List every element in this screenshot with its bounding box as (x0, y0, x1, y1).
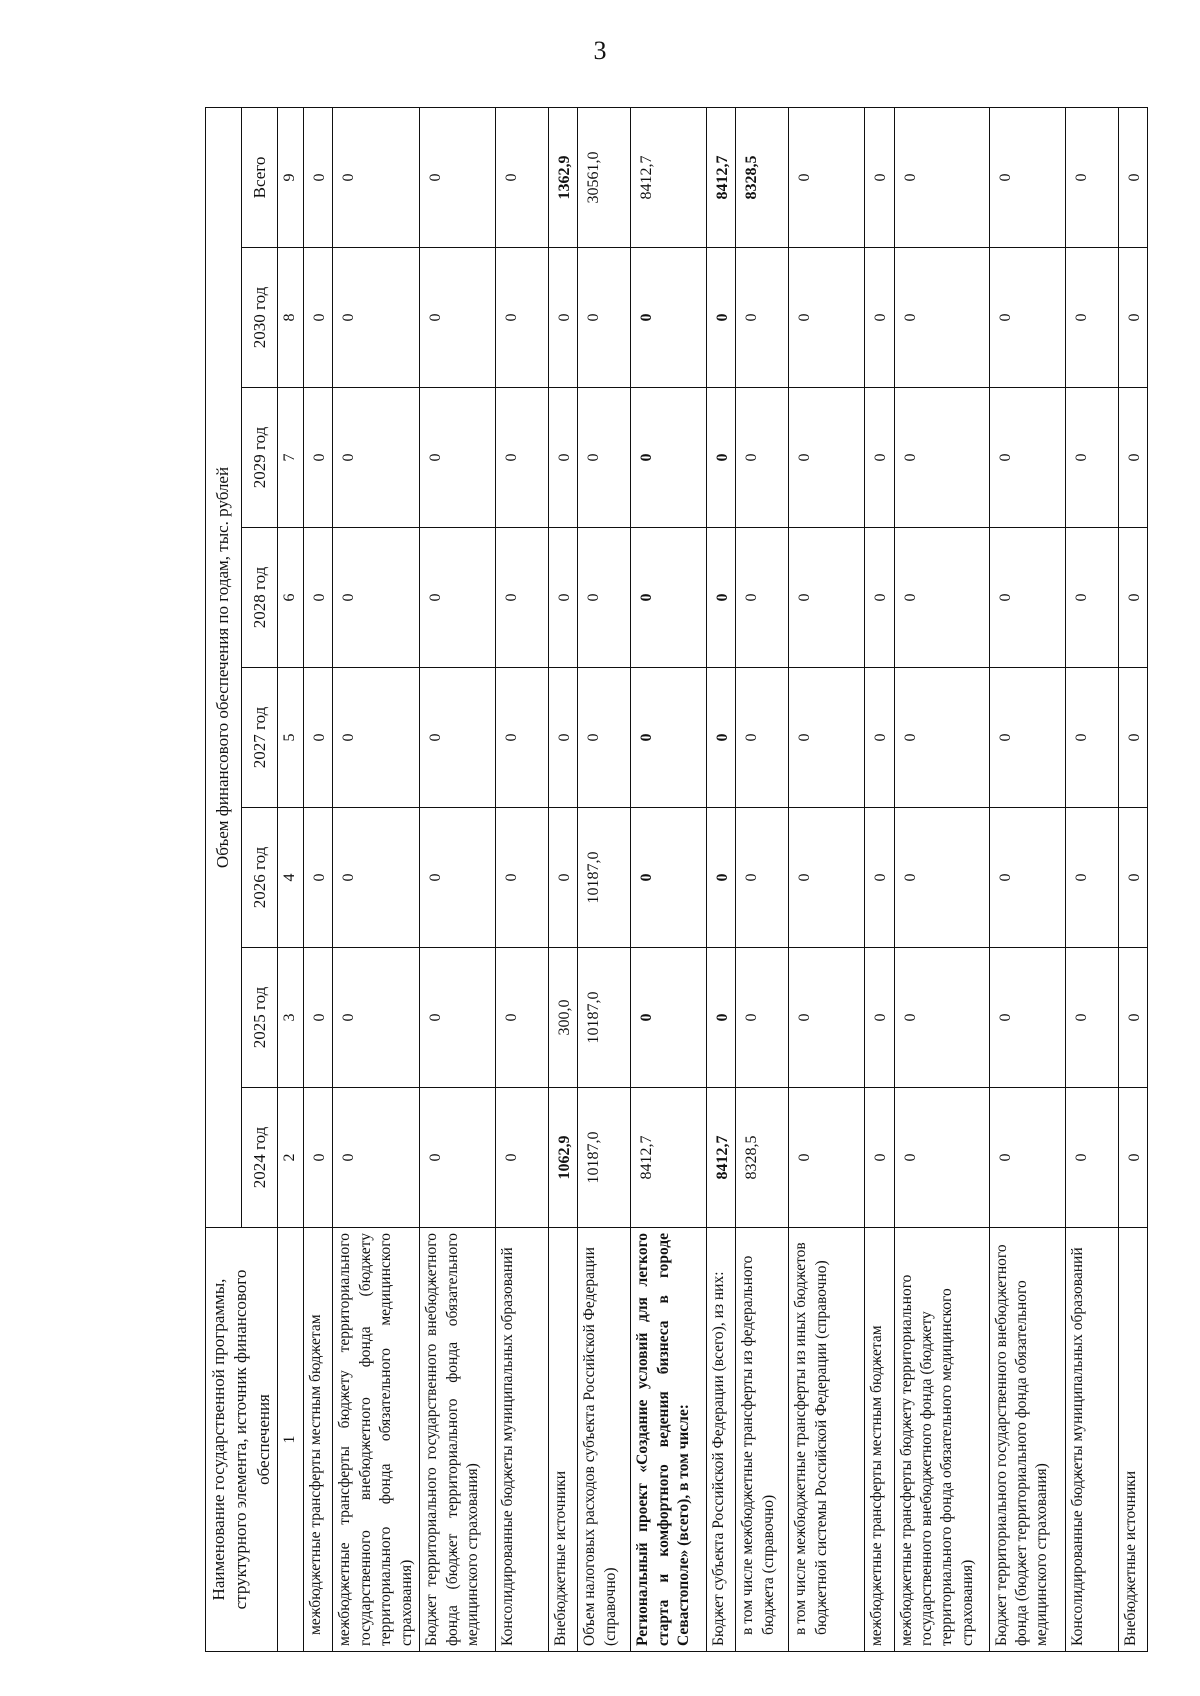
header-year: 2027 год (242, 668, 278, 808)
value-cell: 1062,9 (549, 1088, 578, 1228)
value-cell: 0 (304, 1088, 333, 1228)
value-cell: 0 (1065, 808, 1118, 948)
value-cell: 0 (1065, 668, 1118, 808)
header-year: 2026 год (242, 808, 278, 948)
value-cell: 0 (989, 107, 1065, 247)
value-cell: 0 (989, 528, 1065, 668)
value-cell: 0 (1118, 528, 1147, 668)
value-cell: 0 (1065, 528, 1118, 668)
value-cell: 0 (707, 528, 736, 668)
value-cell: 0 (707, 668, 736, 808)
value-cell: 0 (549, 248, 578, 388)
value-cell: 0 (420, 948, 496, 1088)
table-row (865, 107, 894, 1651)
value-cell: 0 (578, 248, 631, 388)
value-cell: 0 (789, 107, 865, 247)
value-cell: 0 (304, 248, 333, 388)
value-cell: 0 (420, 668, 496, 808)
value-cell: 0 (736, 388, 789, 528)
value-cell: 0 (1065, 948, 1118, 1088)
header-volume-group: Объем финансового обеспечения по годам, тыс. рублей (206, 107, 242, 1227)
value-cell: 0 (420, 388, 496, 528)
value-cell: 0 (789, 388, 865, 528)
value-cell: 0 (496, 528, 549, 668)
value-cell: 0 (304, 808, 333, 948)
value-cell: 0 (1118, 808, 1147, 948)
value-cell: 0 (333, 388, 420, 528)
value-cell: 0 (496, 107, 549, 247)
header-total: Всего (242, 107, 278, 247)
table-row (333, 107, 420, 1651)
value-cell: 0 (789, 668, 865, 808)
value-cell: 30561,0 (578, 107, 631, 247)
value-cell: 0 (894, 107, 989, 247)
value-cell: 0 (420, 107, 496, 247)
value-cell: 1362,9 (549, 107, 578, 247)
value-cell: 0 (549, 808, 578, 948)
value-cell: 0 (1118, 1088, 1147, 1228)
row-name-cell: межбюджетные трансферты бюджету территориального государственного внебюджетного фонда (бюджету территориального фонда обязательного медицинского страхования) (333, 1228, 420, 1652)
financing-table (205, 107, 1148, 1652)
value-cell: 0 (333, 948, 420, 1088)
value-cell: 0 (789, 528, 865, 668)
value-cell: 0 (578, 388, 631, 528)
value-cell: 0 (707, 248, 736, 388)
value-cell: 0 (631, 668, 707, 808)
value-cell: 0 (894, 668, 989, 808)
value-cell: 8412,7 (707, 107, 736, 247)
value-cell: 0 (865, 948, 894, 1088)
value-cell: 0 (736, 668, 789, 808)
value-cell: 0 (631, 248, 707, 388)
value-cell: 0 (304, 388, 333, 528)
value-cell: 0 (496, 948, 549, 1088)
value-cell: 0 (894, 808, 989, 948)
value-cell: 0 (496, 668, 549, 808)
value-cell: 0 (496, 388, 549, 528)
value-cell: 0 (1065, 107, 1118, 247)
value-cell: 0 (707, 808, 736, 948)
value-cell: 0 (865, 668, 894, 808)
table-row (989, 107, 1065, 1651)
index-cell: 8 (278, 248, 304, 388)
table-row (894, 107, 989, 1651)
header-year: 2024 год (242, 1088, 278, 1228)
value-cell: 0 (989, 948, 1065, 1088)
table-row (1118, 107, 1147, 1651)
value-cell: 0 (420, 528, 496, 668)
index-cell: 4 (278, 808, 304, 948)
value-cell: 0 (865, 388, 894, 528)
value-cell: 0 (865, 528, 894, 668)
row-name-cell: Консолидированные бюджеты муниципальных образований (496, 1228, 549, 1652)
value-cell: 0 (549, 388, 578, 528)
table-row (1065, 107, 1118, 1651)
value-cell: 0 (989, 248, 1065, 388)
value-cell: 0 (304, 948, 333, 1088)
row-name-cell: Внебюджетные источники (1118, 1228, 1147, 1652)
value-cell: 0 (333, 248, 420, 388)
page-number: 3 (593, 36, 607, 65)
header-year: 2030 год (242, 248, 278, 388)
value-cell: 0 (894, 388, 989, 528)
table-row (549, 107, 578, 1651)
value-cell: 0 (304, 668, 333, 808)
value-cell: 0 (631, 808, 707, 948)
value-cell: 0 (1118, 248, 1147, 388)
value-cell: 0 (1118, 948, 1147, 1088)
row-name-cell: Бюджет субъекта Российской Федерации (всего), из них: (707, 1228, 736, 1652)
table-row (789, 107, 865, 1651)
value-cell: 0 (549, 528, 578, 668)
table-row (736, 107, 789, 1651)
value-cell: 0 (333, 1088, 420, 1228)
value-cell: 10187,0 (578, 948, 631, 1088)
value-cell: 0 (420, 808, 496, 948)
index-cell: 3 (278, 948, 304, 1088)
header-name-column: Наименование государственной программы, структурного элемента, источник финансового обеспечения (206, 1228, 278, 1652)
header-year: 2028 год (242, 528, 278, 668)
row-name-cell: Бюджет территориального государственного внебюджетного фонда (бюджет территориального фонда обязательного медицинского страхования) (420, 1228, 496, 1652)
value-cell: 8412,7 (631, 107, 707, 247)
rotated-table-wrapper (205, 108, 1143, 1652)
value-cell: 0 (1118, 388, 1147, 528)
row-name-cell: в том числе межбюджетные трансферты из федерального бюджета (справочно) (736, 1228, 789, 1652)
value-cell: 0 (989, 808, 1065, 948)
value-cell: 0 (736, 948, 789, 1088)
header-year: 2025 год (242, 948, 278, 1088)
value-cell: 0 (865, 248, 894, 388)
table-row (496, 107, 549, 1651)
value-cell: 0 (304, 528, 333, 668)
value-cell: 0 (736, 528, 789, 668)
value-cell: 0 (736, 248, 789, 388)
index-cell: 5 (278, 668, 304, 808)
row-name-cell: в том числе межбюджетные трансферты из иных бюджетов бюджетной системы Российской Федерации (справочно) (789, 1228, 865, 1652)
index-cell: 7 (278, 388, 304, 528)
value-cell: 0 (549, 668, 578, 808)
value-cell: 0 (1118, 107, 1147, 247)
table-row (578, 107, 631, 1651)
value-cell: 0 (496, 808, 549, 948)
value-cell: 8412,7 (707, 1088, 736, 1228)
value-cell: 0 (1118, 668, 1147, 808)
value-cell: 10187,0 (578, 808, 631, 948)
index-cell: 2 (278, 1088, 304, 1228)
value-cell: 0 (333, 668, 420, 808)
value-cell: 10187,0 (578, 1088, 631, 1228)
index-cell: 6 (278, 528, 304, 668)
value-cell: 8328,5 (736, 1088, 789, 1228)
value-cell: 0 (989, 1088, 1065, 1228)
header-year: 2029 год (242, 388, 278, 528)
value-cell: 0 (578, 668, 631, 808)
value-cell: 0 (1065, 388, 1118, 528)
value-cell: 0 (865, 1088, 894, 1228)
value-cell: 0 (894, 948, 989, 1088)
value-cell: 0 (1065, 1088, 1118, 1228)
value-cell: 0 (989, 388, 1065, 528)
value-cell: 8328,5 (736, 107, 789, 247)
row-name-cell: межбюджетные трансферты бюджету территориального государственного внебюджетного фонда (бюджету территориального фонда обязательного медицинского страхования) (894, 1228, 989, 1652)
value-cell: 0 (789, 808, 865, 948)
index-row (278, 107, 304, 1651)
index-cell: 9 (278, 107, 304, 247)
value-cell: 0 (865, 107, 894, 247)
row-name-cell: межбюджетные трансферты местным бюджетам (304, 1228, 333, 1652)
value-cell: 0 (333, 528, 420, 668)
value-cell: 0 (736, 808, 789, 948)
value-cell: 0 (578, 528, 631, 668)
value-cell: 0 (631, 948, 707, 1088)
value-cell: 0 (333, 808, 420, 948)
value-cell: 0 (789, 1088, 865, 1228)
value-cell: 0 (789, 948, 865, 1088)
value-cell: 0 (631, 388, 707, 528)
value-cell: 0 (1065, 248, 1118, 388)
row-name-cell: Региональный проект «Создание условий для легкого старта и комфортного ведения бизнеса в городе Севастополе» (всего), в том числе: (631, 1228, 707, 1652)
row-name-cell: Внебюджетные источники (549, 1228, 578, 1652)
value-cell: 0 (894, 528, 989, 668)
value-cell: 0 (894, 1088, 989, 1228)
row-name-cell: Консолидированные бюджеты муниципальных образований (1065, 1228, 1118, 1652)
value-cell: 0 (496, 248, 549, 388)
value-cell: 0 (707, 388, 736, 528)
value-cell: 0 (894, 248, 989, 388)
table-row (420, 107, 496, 1651)
row-name-cell: межбюджетные трансферты местным бюджетам (865, 1228, 894, 1652)
value-cell: 0 (496, 1088, 549, 1228)
row-name-cell: Объем налоговых расходов субъекта Российской Федерации (справочно) (578, 1228, 631, 1652)
value-cell: 8412,7 (631, 1088, 707, 1228)
value-cell: 300,0 (549, 948, 578, 1088)
table-row (304, 107, 333, 1651)
value-cell: 0 (631, 528, 707, 668)
value-cell: 0 (789, 248, 865, 388)
value-cell: 0 (989, 668, 1065, 808)
value-cell: 0 (420, 1088, 496, 1228)
table-row (707, 107, 736, 1651)
value-cell: 0 (304, 107, 333, 247)
table-row (631, 107, 707, 1651)
index-cell: 1 (278, 1228, 304, 1652)
value-cell: 0 (333, 107, 420, 247)
row-name-cell: Бюджет территориального государственного внебюджетного фонда (бюджет территориального фонда обязательного медицинского страхования) (989, 1228, 1065, 1652)
value-cell: 0 (420, 248, 496, 388)
value-cell: 0 (707, 948, 736, 1088)
value-cell: 0 (865, 808, 894, 948)
